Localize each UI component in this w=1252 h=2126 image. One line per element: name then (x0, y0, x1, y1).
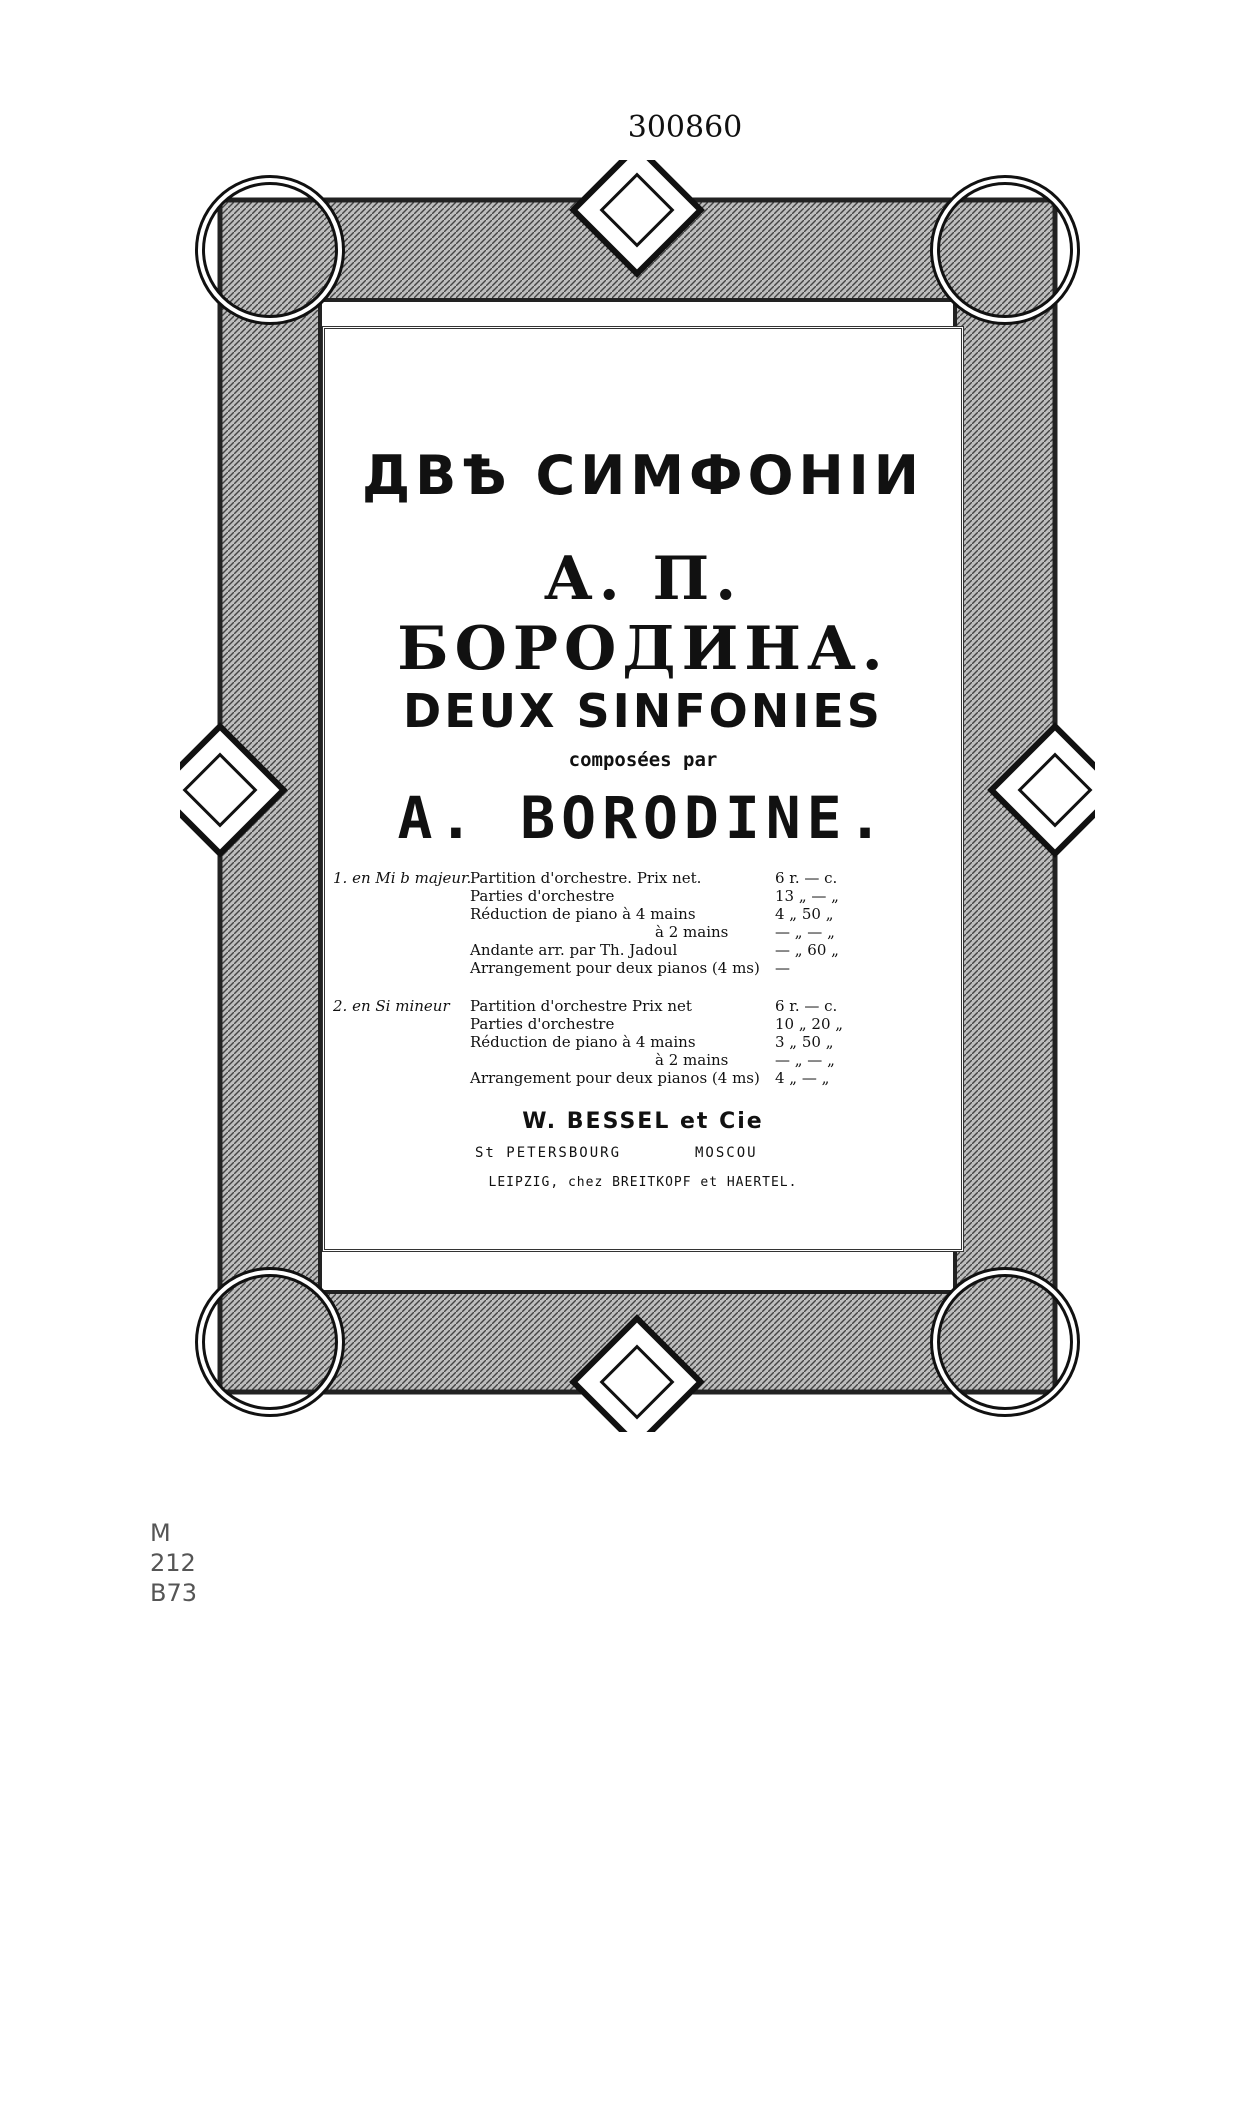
s2-price: 4 „ — „ (775, 1069, 830, 1087)
s1-line: Parties d'orchestre (470, 887, 615, 905)
stamp-line: M (150, 1519, 171, 1547)
s2-line: Arrangement pour deux pianos (4 ms) (470, 1069, 760, 1087)
city-st-petersbourg: St PETERSBOURG (475, 1145, 622, 1161)
city-moscou: MOSCOU (695, 1145, 758, 1161)
composed-by-label: composées par (568, 749, 718, 771)
s1-line: à 2 mains (655, 923, 729, 941)
symphony-1-key: 1. en Mi b majeur. (333, 869, 472, 887)
stamp-line: B73 (150, 1579, 198, 1607)
distributor: LEIPZIG, chez BREITKOPF et HAERTEL. (488, 1175, 798, 1190)
s1-line: Réduction de piano à 4 mains (470, 905, 696, 923)
s2-price: 3 „ 50 „ (775, 1033, 834, 1051)
title-russian-line1: ДВѢ СИМФОНІИ (362, 444, 924, 507)
library-stamp (150, 1518, 197, 1608)
serial-number: 300860 (627, 110, 743, 145)
s2-line: Réduction de piano à 4 mains (470, 1033, 696, 1051)
title-french: DEUX SINFONIES (403, 684, 883, 738)
s2-line: Parties d'orchestre (470, 1015, 615, 1033)
s1-price: — „ 60 „ (775, 941, 839, 959)
s1-line: Arrangement pour deux pianos (4 ms) (470, 959, 760, 977)
s1-line: Partition d'orchestre. Prix net. (470, 869, 702, 887)
title-russian-line2: А. П. БОРОДИНА. (397, 544, 889, 684)
publisher: W. BESSEL et Cie (522, 1109, 764, 1134)
s2-price: 6 r. — c. (775, 997, 838, 1015)
composer-name: A. BORODINE. (397, 784, 889, 852)
s1-line: Andante arr. par Th. Jadoul (470, 941, 678, 959)
s2-price: 10 „ 20 „ (775, 1015, 844, 1033)
s1-price: — „ — „ (775, 923, 835, 941)
s2-line: Partition d'orchestre Prix net (470, 997, 692, 1015)
s1-price: — (775, 959, 790, 977)
stamp-line: 212 (150, 1549, 196, 1577)
symphony-2-key: 2. en Si mineur (333, 997, 450, 1015)
s2-line: à 2 mains (655, 1051, 729, 1069)
s1-price: 13 „ — „ (775, 887, 839, 905)
s2-price: — „ — „ (775, 1051, 835, 1069)
s1-price: 6 r. — c. (775, 869, 838, 887)
s1-price: 4 „ 50 „ (775, 905, 834, 923)
title-panel (322, 326, 964, 1252)
